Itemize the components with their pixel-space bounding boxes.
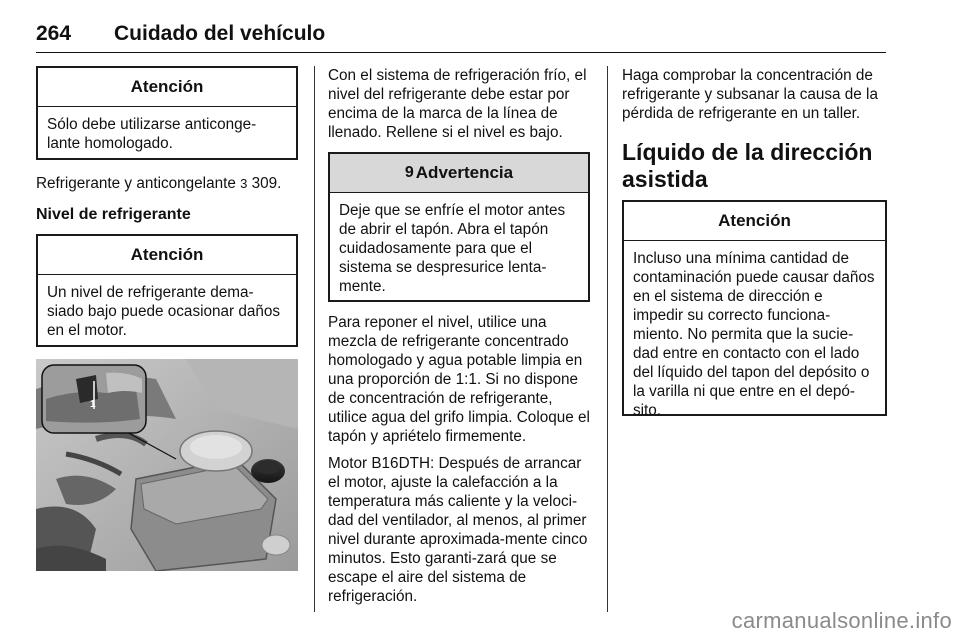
callout-label: 1 — [90, 399, 96, 410]
column-3 — [622, 66, 887, 419]
attention-body: Sólo debe utilizarse anticonge-lante homologado. — [47, 116, 257, 152]
refill-paragraph: Para reponer el nivel, utilice una mezcla de refrigerante concentrado homologado y agua potable limpia en una proporción de 1:1. Si no dispone de concentración de refrigerante, utilice agua del grifo limpia. Coloque el tapón y apriételo firmemente. — [328, 314, 590, 445]
cold-level-paragraph: Con el sistema de refrigeración frío, el nivel del refrigerante debe estar por encima de la marca de la línea de llenado. Rellene si el nivel es bajo. — [328, 67, 587, 141]
warning-body: Deje que se enfríe el motor antes de abrir el tapón. Abra el tapón cuidadosamente para que el sistema se despresurice lenta-mente. — [339, 202, 566, 295]
power-steering-heading: Líquido de la dirección asistida — [622, 139, 873, 192]
engine-b16dth-paragraph: Motor B16DTH: Después de arrancar el motor, ajuste la calefacción a la temperatura más caliente y la veloci-dad del ventilador, al menos, al primer nivel durante aproximada-mente cinco minutos. Esto garanti-zará que se escape el aire del sistema de refrigeración. — [328, 455, 588, 605]
attention-box-steering — [622, 200, 887, 419]
attention-title: Atención — [38, 236, 296, 275]
column-divider-1 — [314, 66, 315, 612]
warning-box — [328, 152, 590, 302]
reference-page: 309. — [251, 175, 282, 192]
coolant-reservoir-photo — [36, 359, 298, 571]
workshop-paragraph: Haga comprobar la concentración de refrigerante y subsanar la causa de la pérdida de refrigerante en un taller. — [622, 67, 878, 122]
coolant-level-heading: Nivel de refrigerante — [36, 206, 191, 223]
attention-title: Atención — [38, 68, 296, 107]
page-header — [36, 22, 886, 53]
attention-box-antifreeze — [36, 66, 298, 160]
attention-body: Un nivel de refrigerante dema-siado bajo puede ocasionar daños en el motor. — [47, 284, 281, 339]
warning-triangle-icon: 9 — [404, 164, 414, 181]
attention-body: Incluso una mínima cantidad de contaminación puede causar daños en el sistema de dirección e impedir su correcto funciona-miento. No permita que la sucie-dad entre en contacto con el lado del líquido del tapon del depósito o la varilla ni que entre en el depó-sito. — [633, 250, 875, 419]
attention-title: Atención — [624, 202, 885, 241]
page-number: 264 — [36, 22, 72, 45]
column-1 — [36, 66, 298, 571]
engine-bay-illustration — [36, 359, 298, 571]
attention-box-coolant-level — [36, 234, 298, 347]
warning-title: Advertencia — [415, 163, 514, 182]
antifreeze-reference — [36, 174, 298, 193]
reference-text: Refrigerante y anticongelante — [36, 175, 236, 192]
watermark: carmanualsonline.info — [731, 608, 952, 633]
page-reference-icon: 3 — [240, 176, 248, 191]
column-divider-2 — [607, 66, 608, 612]
page-title: Cuidado del vehículo — [114, 22, 326, 45]
column-2 — [328, 66, 590, 606]
warning-header — [330, 154, 588, 193]
